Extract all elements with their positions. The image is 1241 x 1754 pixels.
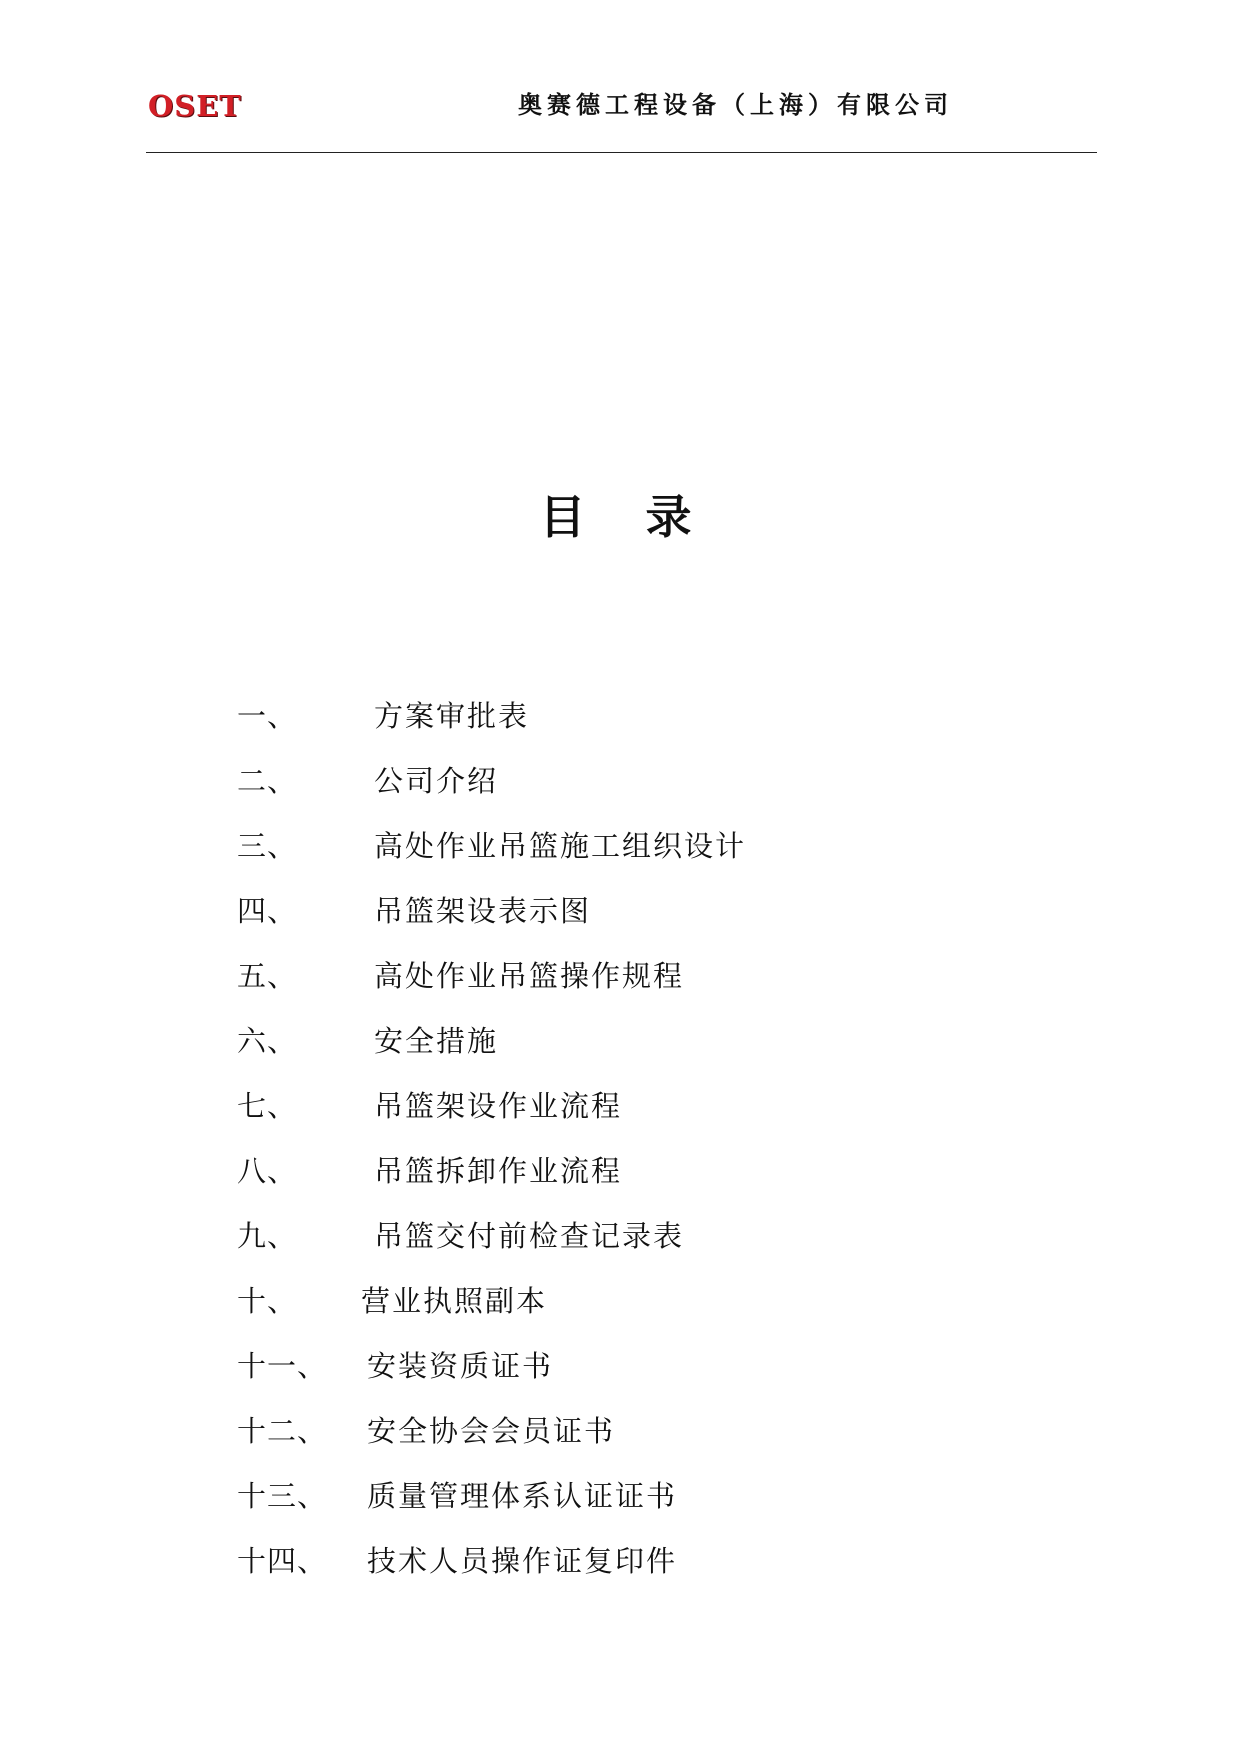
toc-item-label: 安装资质证书 [367, 1349, 554, 1383]
toc-item-label: 高处作业吊篮操作规程 [374, 959, 685, 993]
toc-item-number: 八、 [237, 1154, 298, 1188]
toc-item-number: 七、 [237, 1089, 298, 1123]
toc-item-label: 公司介绍 [374, 764, 499, 798]
toc-item-number: 三、 [237, 829, 298, 863]
page-header [146, 82, 1097, 153]
toc-item-number: 五、 [237, 959, 298, 993]
toc-item-label: 安全协会会员证书 [367, 1414, 616, 1448]
toc-item-label: 方案审批表 [374, 699, 530, 733]
toc-title: 目 录 [539, 490, 714, 544]
toc-item-label: 吊篮拆卸作业流程 [374, 1154, 623, 1188]
toc-item-label: 高处作业吊篮施工组织设计 [374, 829, 747, 863]
toc-item-number: 六、 [237, 1024, 298, 1058]
toc-item-number: 二、 [237, 764, 298, 798]
toc-item-label: 技术人员操作证复印件 [367, 1544, 678, 1578]
toc-item-number: 十四、 [237, 1544, 328, 1578]
toc-item-number: 十一、 [237, 1349, 328, 1383]
toc-item-label: 吊篮交付前检查记录表 [374, 1219, 685, 1253]
company-logo: OSET [148, 89, 242, 123]
toc-item-number: 四、 [237, 894, 298, 928]
company-name: 奥赛德工程设备（上海）有限公司 [518, 91, 953, 119]
toc-item-number: 九、 [237, 1219, 298, 1253]
toc-item-number: 十三、 [237, 1479, 328, 1513]
toc-item-label: 吊篮架设作业流程 [374, 1089, 623, 1123]
toc-item-label: 营业执照副本 [361, 1284, 548, 1318]
toc-item-label: 吊篮架设表示图 [374, 894, 592, 928]
toc-item-number: 十、 [237, 1284, 298, 1318]
toc-item-label: 质量管理体系认证证书 [367, 1479, 678, 1513]
toc-item-number: 一、 [237, 699, 298, 733]
toc-item-label: 安全措施 [374, 1024, 499, 1058]
toc-item-number: 十二、 [237, 1414, 328, 1448]
